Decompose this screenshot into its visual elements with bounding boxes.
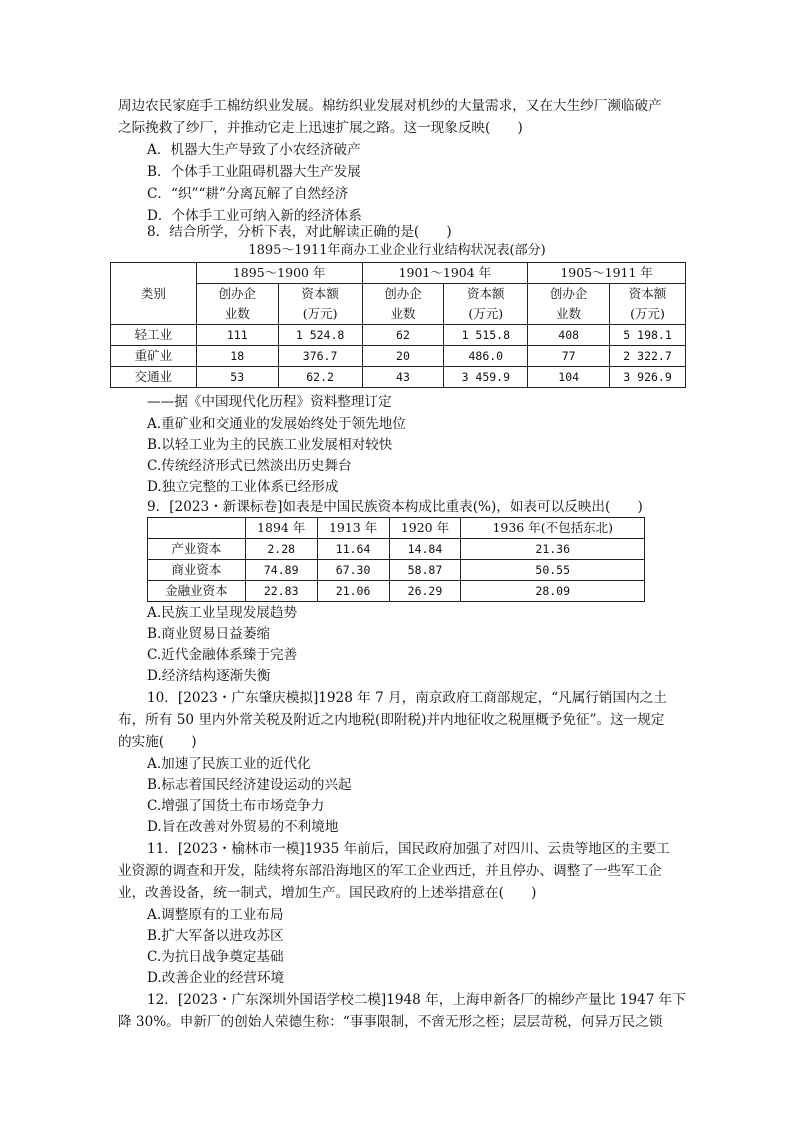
q9-option-d: D.经济结构逐渐失衡 [147,668,271,684]
q11-option-c: C.为抗日战争奠定基础 [147,949,284,965]
table-cell: 5 198.1 [610,325,686,346]
header-capital: 资本额 [278,284,362,305]
table-row [111,367,686,388]
q8-table-title: 1895～1911年商办工业企业行业结构状况表(部分) [248,243,546,258]
table-cell: 111 [196,325,278,346]
table-cell: 50.55 [461,560,645,581]
q9-option-c: C.近代金融体系臻于完善 [147,647,298,663]
table-cell: 1 524.8 [278,325,362,346]
header-year: 1913 年 [317,518,389,539]
table-cell: 486.0 [444,346,528,367]
table-cell: 104 [528,367,610,388]
header-enterprises: 创办企 [362,284,444,305]
row-label: 重矿业 [111,346,197,367]
header-capital-unit: (万元) [444,304,528,325]
table-cell: 2.28 [245,539,317,560]
q11-option-b: B.扩大军备以进攻苏区 [147,928,284,944]
q8-stem: 8．结合所学，分析下表，对此解读正确的是( ) [147,224,452,240]
table-cell: 11.64 [317,539,389,560]
header-category: 类别 [111,263,197,325]
header-period-3: 1905～1911 年 [528,263,686,284]
q10-option-d: D.旨在改善对外贸易的不利境地 [147,819,339,835]
table-cell: 18 [196,346,278,367]
row-label: 产业资本 [148,539,246,560]
q7-stem-line1: 周边农民家庭手工棉纺织业发展。棉纺织业发展对机纱的大量需求，又在大生纱厂濒临破产 [118,98,662,114]
table-cell: 2 322.7 [610,346,686,367]
row-label: 商业资本 [148,560,246,581]
q7-option-c: C．“织”“耕”分离瓦解了自然经济 [147,186,349,202]
header-enterprises: 创办企 [528,284,610,305]
q7-option-b: B．个体手工业阻碍机器大生产发展 [147,164,361,180]
table-cell: 376.7 [278,346,362,367]
header-enterprises: 创办企 [196,284,278,305]
header-capital: 资本额 [444,284,528,305]
table-cell: 62.2 [278,367,362,388]
header-period-1: 1895～1900 年 [196,263,362,284]
table-row [111,325,686,346]
q8-option-c: C.传统经济形式已然淡出历史舞台 [147,458,352,474]
table-cell: 26.29 [389,581,461,602]
q8-source: ——据《中国现代化历程》资料整理订定 [147,394,392,410]
header-capital-unit: (万元) [278,304,362,325]
q7-stem-line2: 之际挽救了纱厂，并推动它走上迅速扩展之路。这一现象反映( ) [118,120,523,136]
table-cell: 408 [528,325,610,346]
row-label: 金融业资本 [148,581,246,602]
q9-option-b: B.商业贸易日益萎缩 [147,626,271,642]
q10-option-b: B.标志着国民经济建设运动的兴起 [147,777,352,793]
table-cell: 3 926.9 [610,367,686,388]
q10-stem-line2: 布，所有 50 里内外常关税及附近之内地税(即附税)并内地征收之税厘概予免征”。这一规定 [118,712,665,728]
header-empty [148,518,246,539]
header-year: 1920 年 [389,518,461,539]
q9-stem: 9．[2023・新课标卷]如表是中国民族资本构成比重表(%)，如表可以反映出( ) [147,499,643,515]
header-enterprises-unit: 业数 [528,304,610,325]
table-cell: 62 [362,325,444,346]
q9-option-a: A.民族工业呈现发展趋势 [147,605,298,621]
table-cell: 74.89 [245,560,317,581]
table-row [148,560,645,581]
table-cell: 21.36 [461,539,645,560]
header-year: 1936 年(不包括东北) [461,518,645,539]
q8-option-d: D.独立完整的工业体系已经形成 [147,479,339,495]
table-cell: 22.83 [245,581,317,602]
q11-stem-line1: 11．[2023・榆林市一模]1935 年前后，国民政府加强了对四川、云贵等地区的主要工 [147,841,670,857]
q12-stem-line1: 12．[2023・广东深圳外国语学校二模]1948 年，上海申新各厂的棉纱产量比 1947 年下 [147,992,686,1008]
header-capital-unit: (万元) [610,304,686,325]
q12-stem-line2: 降 30%。申新厂的创始人荣德生称：“事事限制，不啻无形之桎；层层苛税，何异万民之锁 [118,1014,663,1030]
header-enterprises-unit: 业数 [362,304,444,325]
table-cell: 14.84 [389,539,461,560]
industry-structure-table [110,262,686,388]
header-year: 1894 年 [245,518,317,539]
header-capital: 资本额 [610,284,686,305]
table-cell: 53 [196,367,278,388]
table-row [148,539,645,560]
q10-stem-line3: 的实施( ) [118,734,197,750]
q7-option-a: A．机器大生产导致了小农经济破产 [147,142,361,158]
row-label: 轻工业 [111,325,197,346]
table-row [148,581,645,602]
q8-option-b: B.以轻工业为主的民族工业发展相对较快 [147,437,393,453]
row-label: 交通业 [111,367,197,388]
q10-option-a: A.加速了民族工业的近代化 [147,756,311,772]
table-cell: 20 [362,346,444,367]
q7-option-d: D．个体手工业可纳入新的经济体系 [147,208,362,224]
table-row [111,346,686,367]
table-cell: 43 [362,367,444,388]
capital-composition-table [147,517,645,602]
q8-option-a: A.重矿业和交通业的发展始终处于领先地位 [147,416,406,432]
table-cell: 77 [528,346,610,367]
table-cell: 58.87 [389,560,461,581]
q10-option-c: C.增强了国货土布市场竞争力 [147,798,325,814]
table-cell: 1 515.8 [444,325,528,346]
q11-option-a: A.调整原有的工业布局 [147,907,284,923]
q11-stem-line3: 业，改善设备，统一制式，增加生产。国民政府的上述举措意在( ) [118,885,537,901]
q11-option-d: D.改善企业的经营环境 [147,970,285,986]
table-cell: 3 459.9 [444,367,528,388]
header-enterprises-unit: 业数 [196,304,278,325]
table-cell: 67.30 [317,560,389,581]
q11-stem-line2: 业资源的调查和开发，陆续将东部沿海地区的军工企业西迁，并且停办、调整了一些军工企 [118,863,662,879]
q10-stem-line1: 10．[2023・广东肇庆模拟]1928 年 7 月，南京政府工商部规定，“凡属行销国内之土 [147,690,667,706]
header-period-2: 1901～1904 年 [362,263,528,284]
table-cell: 28.09 [461,581,645,602]
table-cell: 21.06 [317,581,389,602]
